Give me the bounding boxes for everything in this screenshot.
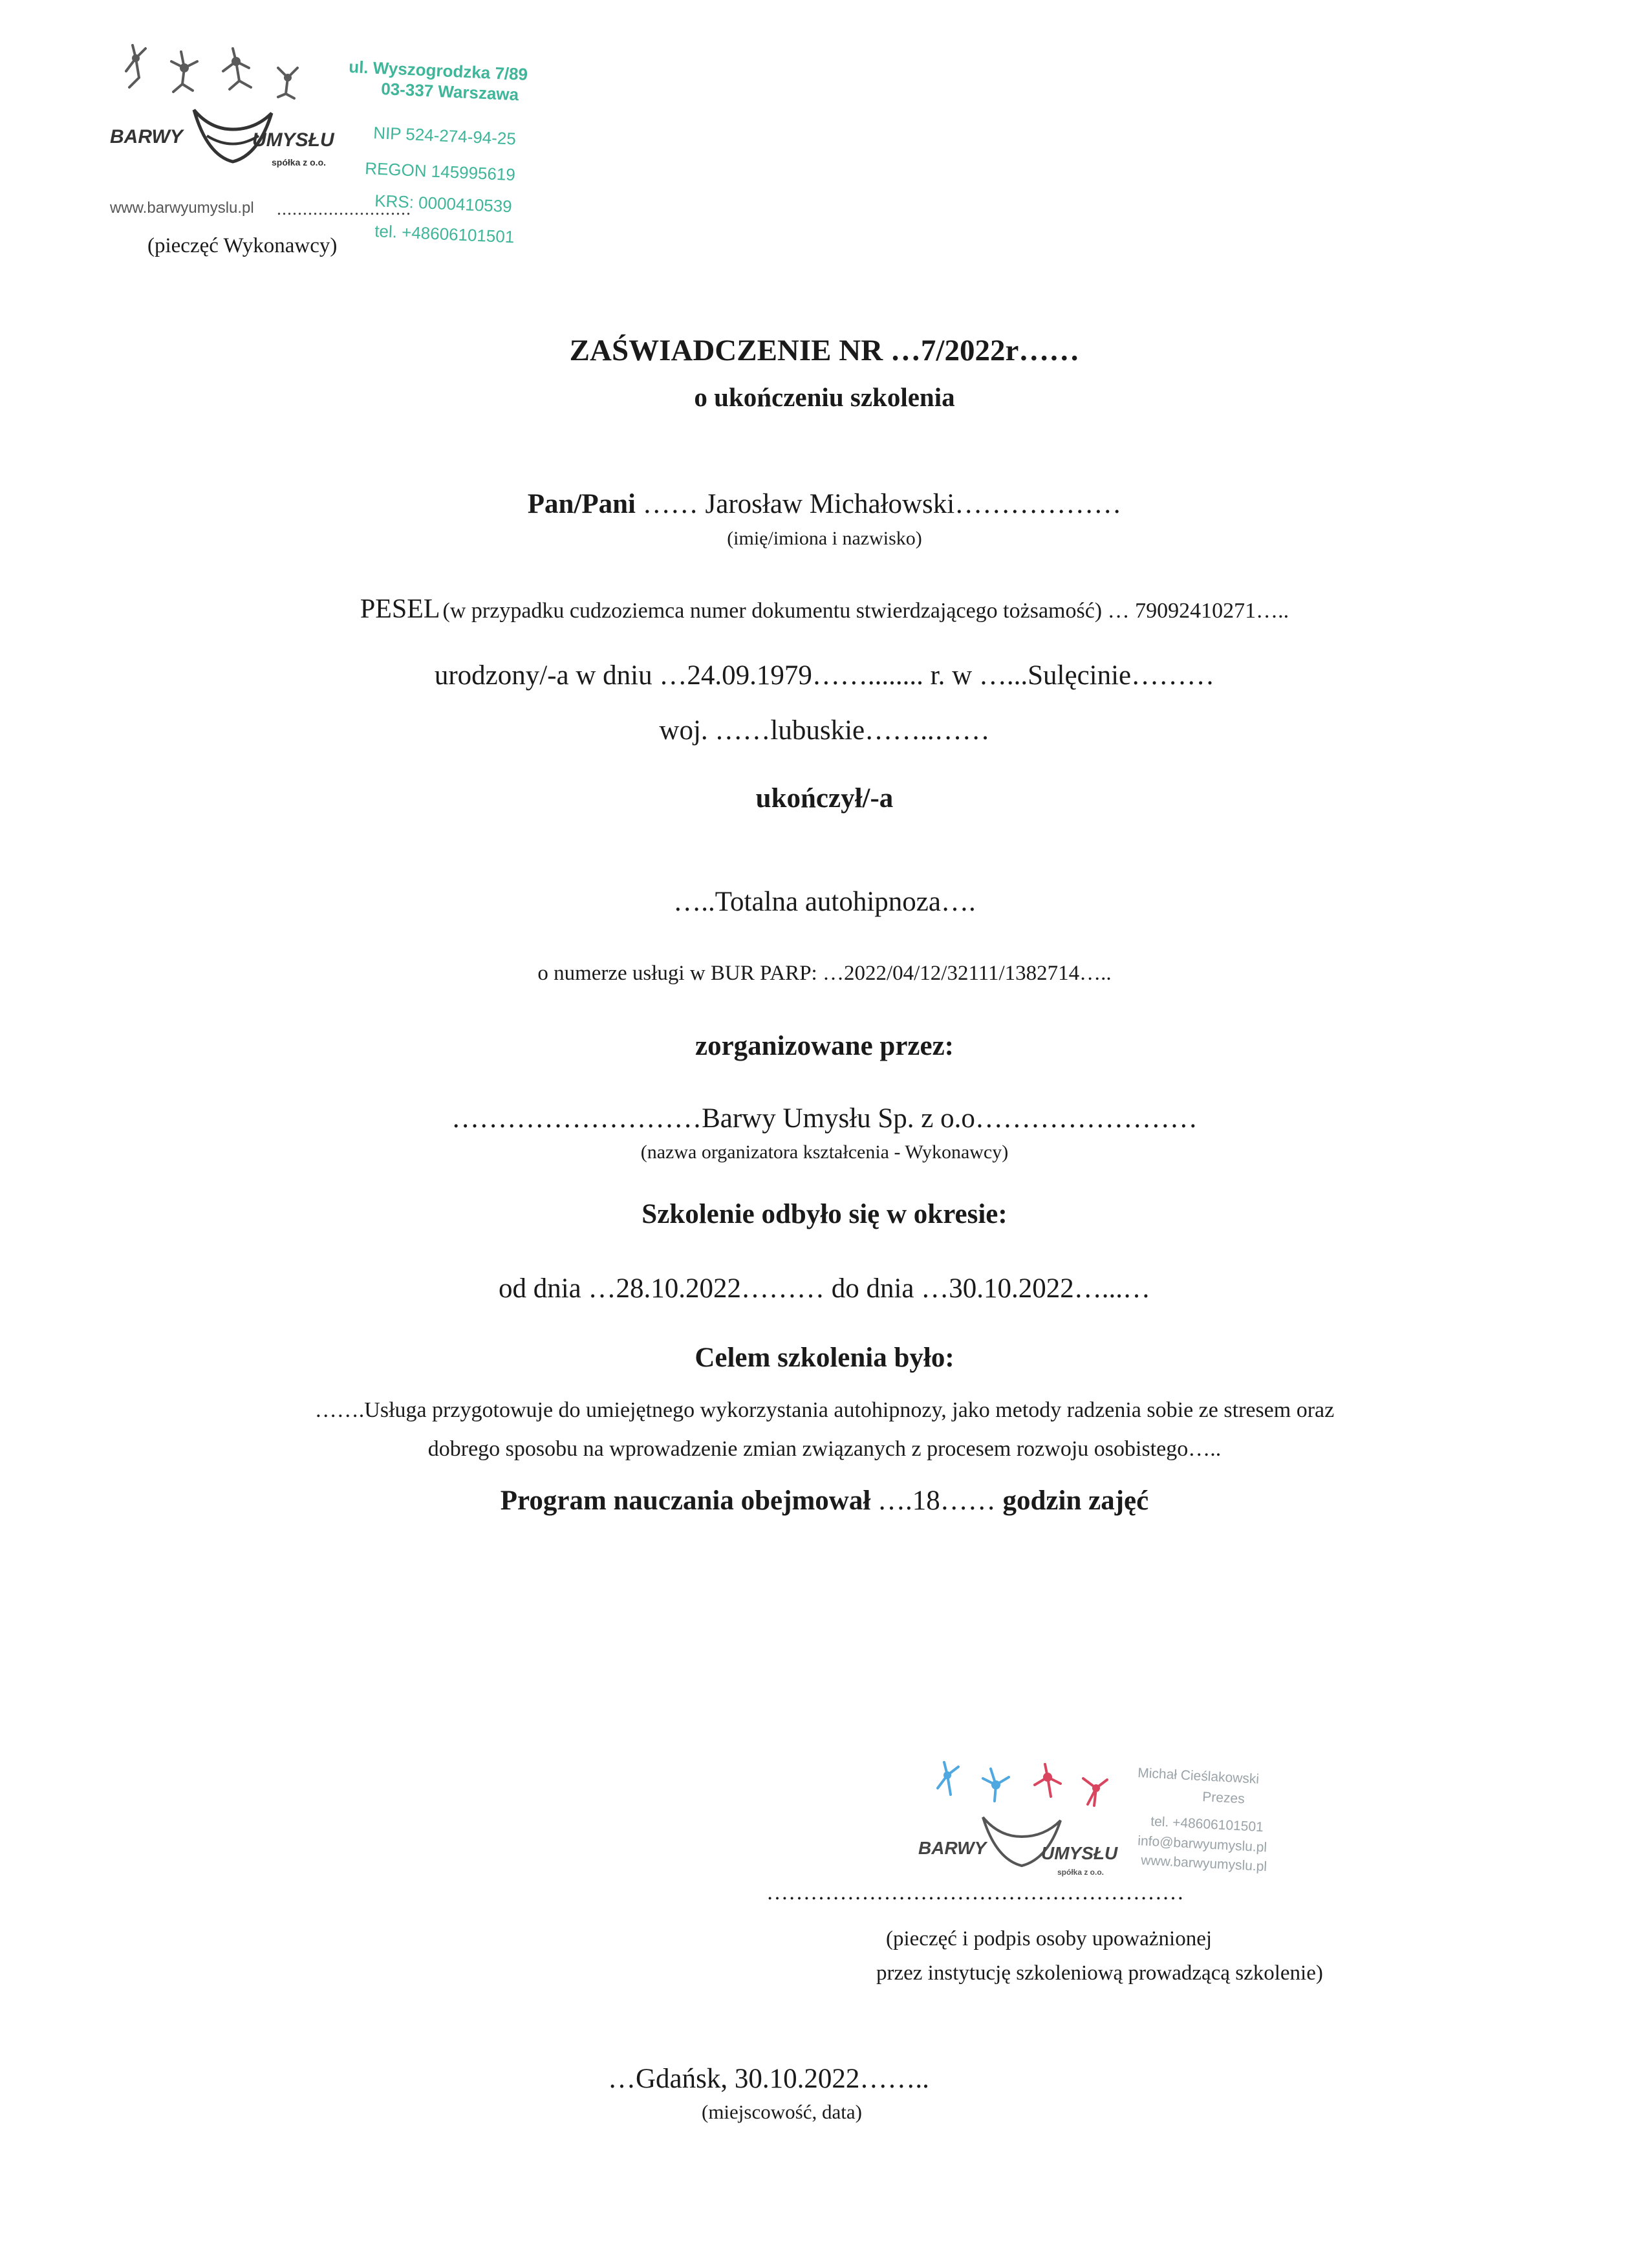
program-hours: ….18…… [878, 1485, 996, 1516]
period-line: od dnia …28.10.2022……… do dnia …30.10.2022…...… [498, 1273, 1151, 1304]
signature-brand-right: UMYSŁU [1041, 1843, 1118, 1863]
stamp-caption: (pieczęć Wykonawcy) [147, 234, 338, 257]
goal-heading: Celem szkolenia było: [695, 1343, 954, 1373]
name-label: Pan/Pani [527, 489, 636, 519]
stamp-address-line2: 03-337 Warszawa [380, 79, 519, 105]
goal-line1: …….Usługa przygotowuje do umiejętnego wykorzystania autohipnozy, jako metody radzenia sobie ze stresem oraz [314, 1398, 1335, 1422]
stamp-dots: .......................... [277, 199, 411, 219]
company-stamp [103, 32, 556, 252]
certificate-title: ZAŚWIADCZENIE NR …7/2022r…… [569, 334, 1080, 367]
name-value: …… Jarosław Michałowski……………… [642, 489, 1122, 519]
stamp-krs: KRS: 0000410539 [374, 191, 513, 217]
stamp-regon: REGON 145995619 [364, 158, 516, 185]
name-caption: (imię/imiona i nazwisko) [727, 528, 922, 549]
place-date: …Gdańsk, 30.10.2022…….. [608, 2064, 929, 2094]
period-heading: Szkolenie odbyło się w okresie: [641, 1199, 1008, 1229]
program-prefix: Program nauczania obejmował [500, 1485, 871, 1516]
course-name: …..Totalna autohipnoza…. [673, 887, 976, 917]
completed-label: ukończył/-a [755, 783, 894, 814]
organizer-caption: (nazwa organizatora kształcenia - Wykonawcy) [640, 1141, 1009, 1163]
birth-line: urodzony/-a w dniu …24.09.1979……........ r. w …...Sulęcinie……… [434, 660, 1215, 691]
stamp-company-form: spółka z o.o. [272, 157, 327, 167]
signature-brand-left: BARWY [918, 1838, 987, 1858]
stamp-website: www.barwyumyslu.pl [110, 199, 254, 217]
service-number: o numerze usługi w BUR PARP: …2022/04/12/32111/1382714….. [537, 962, 1112, 985]
organized-by-heading: zorganizowane przez: [695, 1031, 954, 1061]
stamp-tel: tel. +48606101501 [374, 221, 515, 247]
signature-caption-line1: (pieczęć i podpis osoby upoważnionej [886, 1927, 1212, 1950]
signature-website: www.barwyumyslu.pl [1140, 1853, 1267, 1875]
place-date-caption: (miejscowość, data) [702, 2101, 862, 2123]
stamp-brand-right: UMYSŁU [252, 129, 334, 151]
signature-role: Prezes [1202, 1789, 1245, 1807]
stamp-address-line1: ul. Wyszogrodzka 7/89 [348, 57, 528, 85]
signature-company-form: spółka z o.o. [1057, 1868, 1105, 1877]
signature-person: Michał Cieślakowski [1137, 1766, 1260, 1787]
voivodeship-line: woj. ……lubuskie……..…… [659, 715, 990, 746]
stamp-brand-left: BARWY [110, 126, 183, 147]
signature-tel: tel. +48606101501 [1150, 1814, 1264, 1835]
program-line [0, 1485, 1649, 1517]
organizer-name: ………………………Barwy Umysłu Sp. z o.o…………………… [451, 1103, 1198, 1134]
signature-email: info@barwyumyslu.pl [1137, 1833, 1267, 1855]
certificate-subtitle: o ukończeniu szkolenia [694, 382, 955, 412]
pesel-label: PESEL [360, 594, 440, 624]
goal-line2: dobrego sposobu na wprowadzenie zmian związanych z procesem rozwoju osobistego….. [427, 1437, 1222, 1461]
stamp-nip: NIP 524-274-94-25 [372, 123, 517, 149]
signature-caption-line2: przez instytucję szkoleniową prowadzącą szkolenie) [876, 1961, 1323, 1985]
pesel-line [0, 594, 1649, 625]
signature-dots: ………………………………………………… [766, 1881, 1184, 1905]
program-suffix: godzin zajęć [1002, 1485, 1149, 1516]
pesel-note: (w przypadku cudzoziemca numer dokumentu stwierdzającego tożsamość) … 79092410271….. [442, 599, 1289, 623]
name-line [0, 488, 1649, 520]
